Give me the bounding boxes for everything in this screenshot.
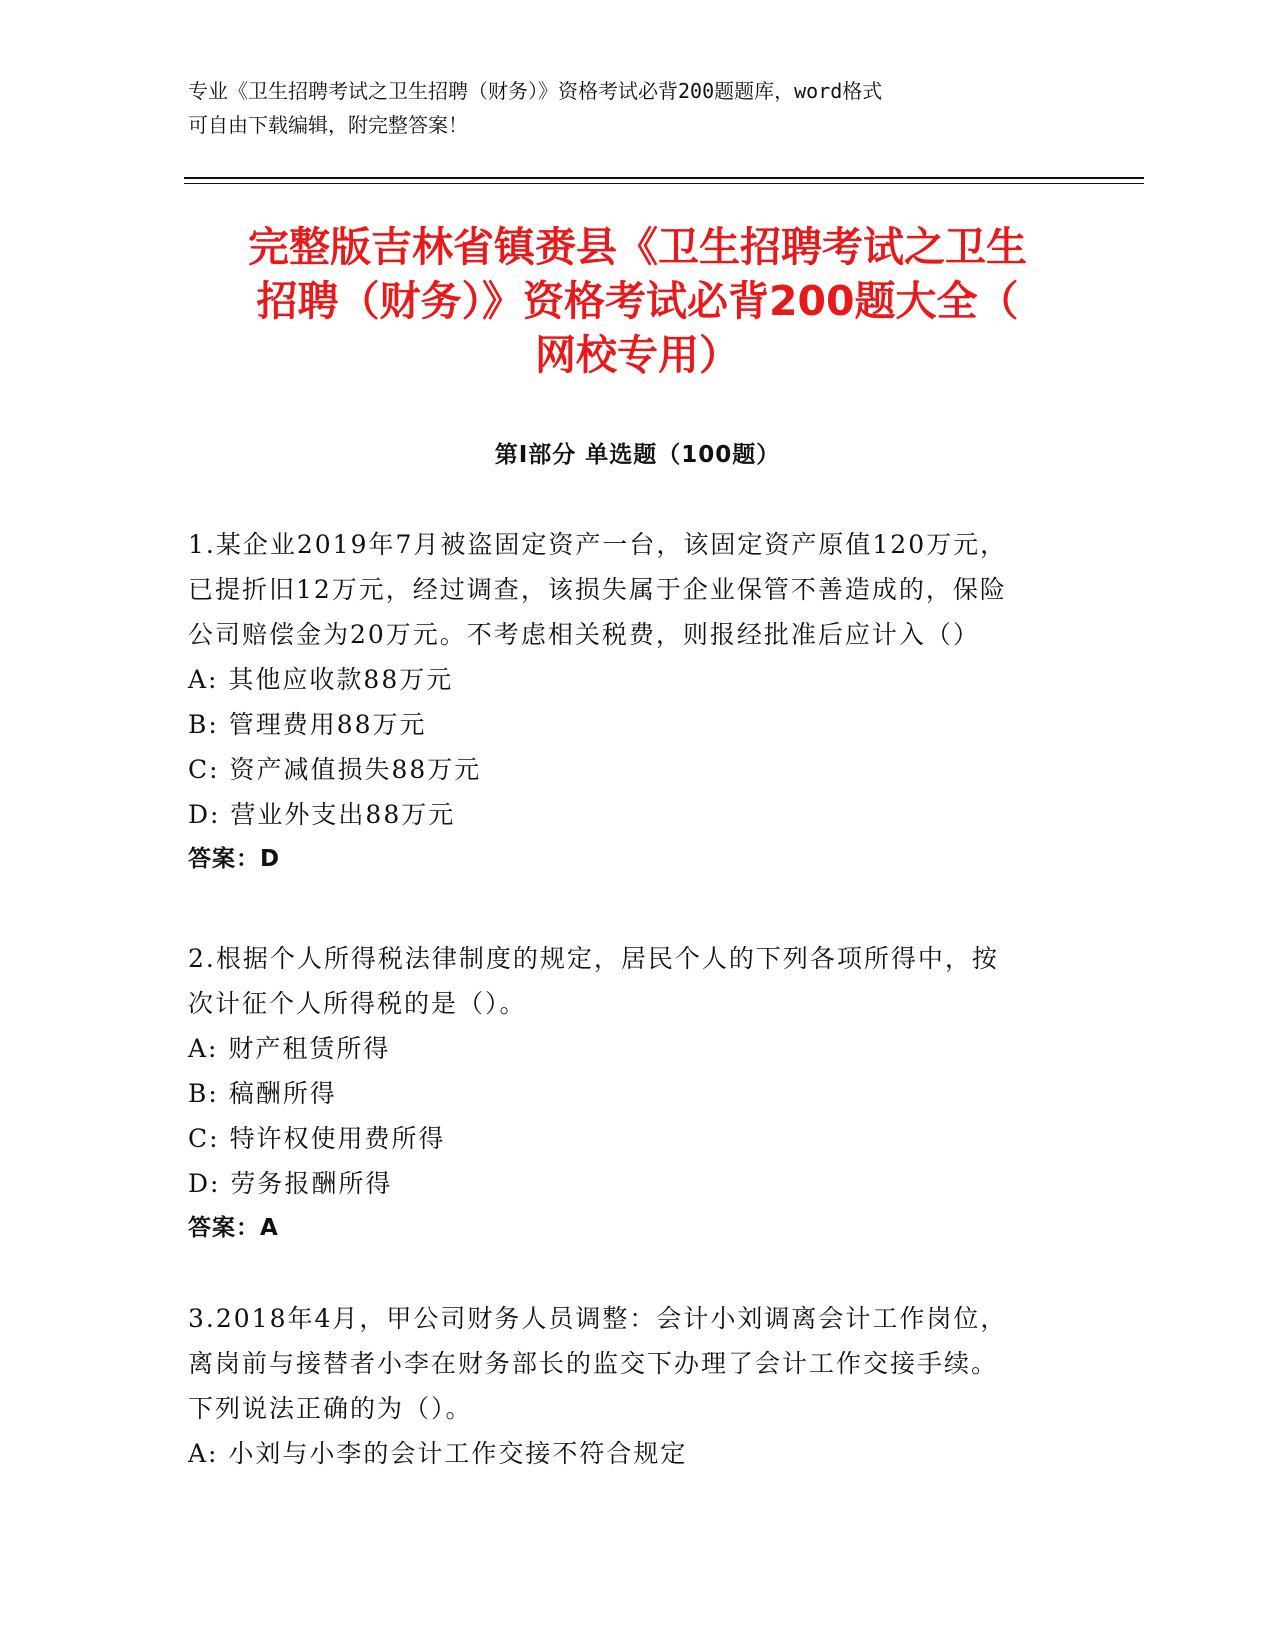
intro-text bbox=[188, 74, 1068, 142]
option-c: C: 资产减值损失88万元 bbox=[188, 755, 482, 784]
option-b: B: 稿酬所得 bbox=[188, 1079, 337, 1108]
question-stem-line: 3.2018年4月，甲公司财务人员调整：会计小刘调离会计工作岗位， bbox=[188, 1304, 1008, 1333]
answer: 答案：D bbox=[188, 846, 281, 872]
option-d: D: 劳务报酬所得 bbox=[188, 1169, 393, 1198]
section-heading: 第Ⅰ部分 单选题（100题） bbox=[494, 442, 781, 468]
header-divider-thin bbox=[184, 183, 1144, 184]
document-title bbox=[130, 220, 1145, 382]
option-a: A: 财产租赁所得 bbox=[188, 1034, 391, 1063]
question-stem-line: 公司赔偿金为20万元。不考虑相关税费，则报经批准后应计入（） bbox=[188, 620, 980, 649]
question-stem-line: 2.根据个人所得税法律制度的规定，居民个人的下列各项所得中，按 bbox=[188, 944, 999, 973]
title-line: 网校专用） bbox=[535, 331, 740, 379]
title-line: 招聘（财务）》资格考试必背200题大全（ bbox=[256, 277, 1019, 325]
option-a: A: 小刘与小李的会计工作交接不符合规定 bbox=[188, 1439, 688, 1468]
option-d: D: 营业外支出88万元 bbox=[188, 800, 456, 829]
intro-line: 可自由下载编辑，附完整答案！ bbox=[188, 113, 468, 137]
question-1 bbox=[188, 522, 1088, 882]
header-divider bbox=[184, 177, 1144, 179]
question-stem-line: 下列说法正确的为（）。 bbox=[188, 1394, 473, 1423]
question-stem-line: 次计征个人所得税的是（）。 bbox=[188, 989, 527, 1018]
question-3 bbox=[188, 1296, 1088, 1476]
question-stem-line: 1.某企业2019年7月被盗固定资产一台，该固定资产原值120万元， bbox=[188, 530, 1008, 559]
option-c: C: 特许权使用费所得 bbox=[188, 1124, 446, 1153]
option-b: B: 管理费用88万元 bbox=[188, 710, 427, 739]
question-stem-line: 已提折旧12万元，经过调查，该损失属于企业保管不善造成的，保险 bbox=[188, 575, 1007, 604]
question-stem-line: 离岗前与接替者小李在财务部长的监交下办理了会计工作交接手续。 bbox=[188, 1349, 999, 1378]
intro-line: 专业《卫生招聘考试之卫生招聘（财务）》资格考试必背200题题库，word格式 bbox=[188, 79, 883, 103]
option-a: A: 其他应收款88万元 bbox=[188, 665, 454, 694]
question-2 bbox=[188, 936, 1088, 1251]
title-line: 完整版吉林省镇赉县《卫生招聘考试之卫生 bbox=[248, 223, 1027, 271]
answer: 答案：A bbox=[188, 1215, 279, 1241]
